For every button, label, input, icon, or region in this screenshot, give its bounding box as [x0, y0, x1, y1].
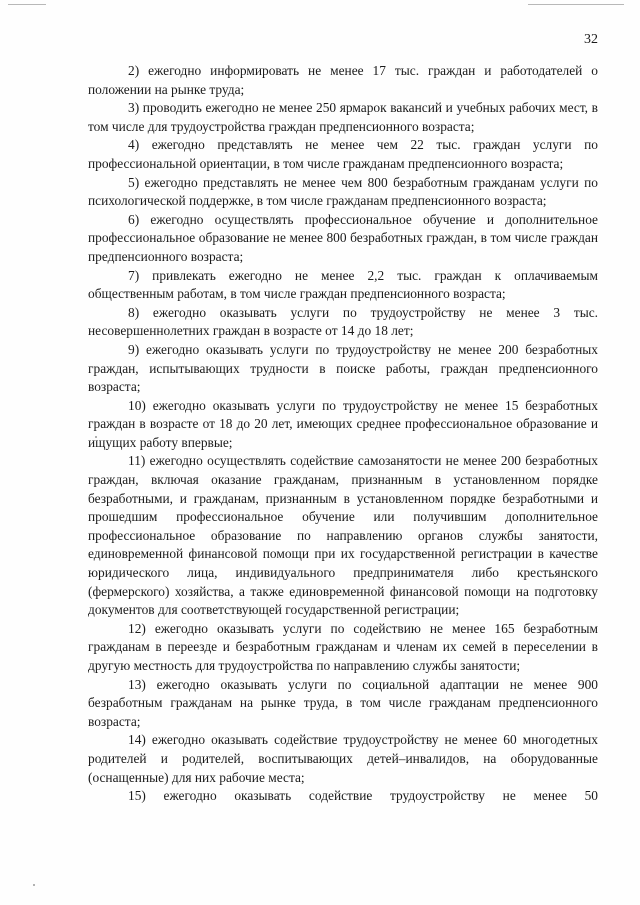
paragraph-item-11: 11) ежегодно осуществлять содействие самозанятости не менее 200 безработных граждан, включая оказание гражданам, признанным в установленном порядке безработными, и гражданам, признанным в установленном порядке безработными и прошедшим профессиональное обучение или получившим дополнительное профессиональное образование по направлению органов службы занятости, единовременной финансовой помощи при их государственной регистрации в качестве юридического лица, индивидуального предпринимателя либо крестьянского (фермерского) хозяйства, а также единовременной финансовой помощи на подготовку документов для соответствующей государственной регистрации; [88, 453, 598, 618]
scan-artifact-top-left [8, 4, 46, 5]
paragraph-item-2: 2) ежегодно информировать не менее 17 тыс. граждан и работодателей о положении на рынке труда; [88, 63, 598, 97]
paragraph-item-7: 7) привлекать ежегодно не менее 2,2 тыс. граждан к оплачиваемым общественным работам, в том числе граждан предпенсионного возраста; [88, 267, 598, 302]
paragraph-item-8: 8) ежегодно оказывать услуги по трудоустройству не менее 3 тыс. несовершеннолетних граждан в возрасте от 14 до 18 лет; [88, 304, 598, 339]
scan-artifact-bottom-dot [33, 884, 35, 886]
paragraph-item-3: 3) проводить ежегодно не менее 250 ярмарок вакансий и учебных рабочих мест, в том числе для трудоустройства граждан предпенсионного возраста; [88, 100, 598, 134]
paragraph-item-10: 10) ежегодно оказывать услуги по трудоустройству не менее 15 безработных граждан в возрасте от 18 до 20 лет, имеющих среднее профессиональное образование и ищущих работу впервые; [88, 397, 598, 450]
paragraph-item-9: 9) ежегодно оказывать услуги по трудоустройству не менее 200 безработных граждан, испытывающих трудности в поиске работы, граждан предпенсионного возраста; [88, 341, 598, 395]
paragraph-item-15: 15) ежегодно оказывать содействие трудоустройству не менее 50 [128, 788, 598, 804]
paragraph-item-4: 4) ежегодно представлять не менее чем 22 тыс. граждан услуги по профессиональной ориентации, в том числе гражданам предпенсионного возраста; [88, 137, 598, 171]
page-number: 32 [584, 32, 598, 47]
paragraph-item-6: 6) ежегодно осуществлять профессиональное обучение и дополнительное профессиональное образование не менее 800 безработных граждан, в том числе граждан предпенсионного возраста; [88, 211, 598, 264]
paragraph-item-14: 14) ежегодно оказывать содействие трудоустройству не менее 60 многодетных родителей и родителей, воспитывающих детей–инвалидов, на оборудованные (оснащенные) для них рабочие места; [88, 732, 598, 785]
paragraph-item-13: 13) ежегодно оказывать услуги по социальной адаптации не менее 900 безработным гражданам на рынке труда, в том числе гражданам предпенсионного возраста; [88, 676, 598, 729]
document-body [88, 62, 598, 806]
scan-artifact-top-right [528, 4, 624, 5]
paragraph-item-5: 5) ежегодно представлять не менее чем 800 безработным гражданам услуги по психологической поддержке, в том числе гражданам предпенсионного возраста; [88, 174, 598, 209]
paragraph-item-12: 12) ежегодно оказывать услуги по содействию не менее 165 безработным гражданам в переезде и безработным гражданам и членам их семей в переселении в другую местность для трудоустройства по направлению службы занятости; [88, 620, 598, 673]
